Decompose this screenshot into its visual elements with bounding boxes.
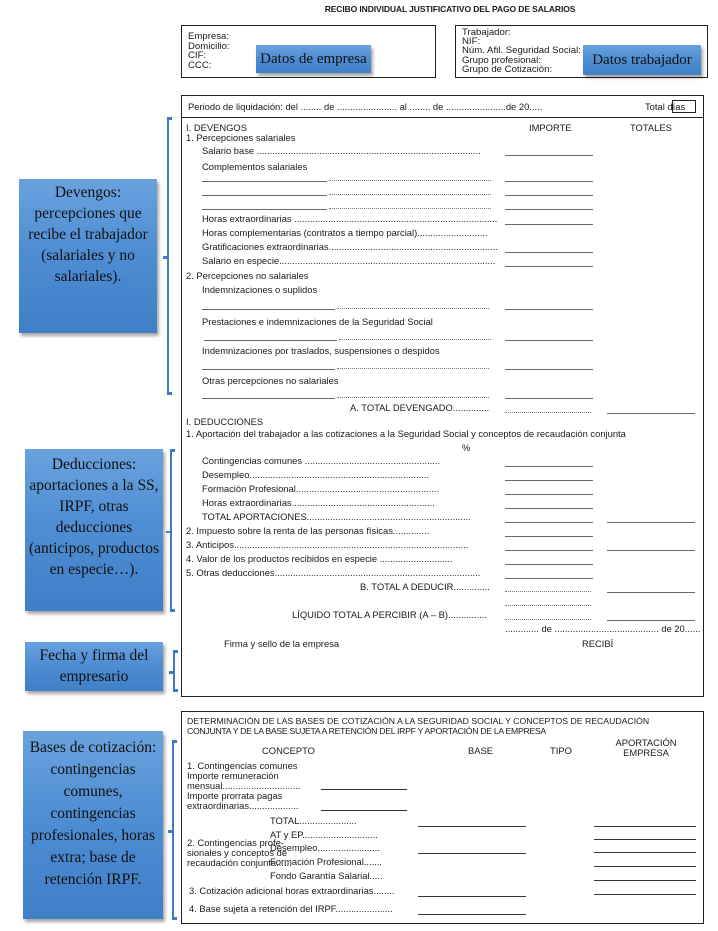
- total-dias-label: Total días: [645, 101, 686, 112]
- deducciones-heading: I. DEDUCCIONES: [186, 416, 264, 427]
- percent-label: %: [462, 442, 471, 453]
- callout-datos-trabajador: Datos trabajador: [583, 45, 701, 75]
- cc-remuneracion-1: Importe remuneración: [187, 770, 279, 781]
- complemento-2-concepto[interactable]: [202, 195, 327, 196]
- bases-box: [181, 711, 704, 924]
- prestaciones-concepto[interactable]: [204, 340, 337, 341]
- irpf-label: 2. Impuesto sobre la renta de las personas físicas..............: [186, 525, 430, 536]
- traslados-importe[interactable]: [505, 369, 593, 370]
- brace-deducciones: [170, 449, 172, 612]
- divider: [182, 117, 703, 118]
- fecha-line: ............. de ........................................ de 20......: [505, 623, 701, 634]
- anticipos-total[interactable]: [607, 550, 695, 551]
- suplidos-concepto[interactable]: [202, 309, 335, 310]
- total-dias-field[interactable]: [672, 100, 696, 113]
- document-title: RECIBO INDIVIDUAL JUSTIFICATIVO DEL PAGO DE SALARIOS: [324, 4, 576, 14]
- contingencias-comunes-label: Contingencias comunes ....................................................: [202, 455, 441, 466]
- bases-heading-1: DETERMINACIÓN DE LAS BASES DE COTIZACIÓN A LA SEGURIDAD SOCIAL Y CONCEPTOS DE RECAUDACIÓN: [187, 716, 650, 726]
- cp-atep-label: AT y EP.............................: [270, 829, 378, 840]
- desempleo-importe[interactable]: [505, 480, 593, 481]
- otras-percepciones-concepto[interactable]: [202, 398, 335, 399]
- devengos-heading: I. DEVENGOS: [186, 122, 247, 133]
- gratificaciones-importe[interactable]: [505, 252, 593, 253]
- otras-deducciones-label: 5. Otras deducciones...............................................................................: [186, 567, 481, 578]
- callout-devengos: Devengos: percepciones que recibe el trabajador (salariales y no salariales).: [19, 179, 157, 333]
- total-deducir-label: B. TOTAL A DEDUCIR..............: [360, 581, 490, 592]
- total-aportaciones-importe[interactable]: [505, 522, 593, 523]
- contingencias-comunes-importe[interactable]: [505, 466, 593, 467]
- cp-atep-aportacion[interactable]: [594, 839, 696, 840]
- horas-complementarias-label: Horas complementarias (contratos a tiempo parcial)...........................: [202, 227, 488, 238]
- anticipos-label: 3. Anticipos..........................................................................................: [186, 539, 469, 550]
- formacion-profesional-label: Formación Profesional.......................................................: [202, 483, 440, 494]
- gratificaciones-label: Gratificaciones extraordinarias.................................................................: [202, 241, 498, 252]
- complemento-1-concepto[interactable]: [202, 181, 327, 182]
- cp-title-1: 2. Contingencias profe-: [187, 837, 284, 848]
- complemento-1-importe[interactable]: [505, 181, 593, 182]
- otras-deducciones-importe[interactable]: [505, 578, 593, 579]
- col-tipo: TIPO: [550, 745, 572, 756]
- cp-fogasa-label: Fondo Garantía Salarial.....: [270, 870, 383, 881]
- complemento-1-dots: [329, 180, 491, 181]
- complemento-2-importe[interactable]: [505, 195, 593, 196]
- cc-total-aportacion[interactable]: [594, 826, 696, 827]
- cc-remuneracion-2: mensual..............................: [187, 780, 301, 791]
- naf-field-label: Núm. Afil. Seguridad Social:: [462, 45, 581, 57]
- complemento-2-dots: [329, 194, 491, 195]
- total-deducir-importe: [505, 591, 591, 592]
- grupo-cotizacion-field-label: Grupo de Cotización:: [462, 63, 553, 75]
- complemento-3-importe[interactable]: [505, 209, 593, 210]
- complemento-3-concepto[interactable]: [202, 209, 327, 210]
- salario-base-label: Salario base ......................................................................................: [202, 145, 481, 156]
- col-base: BASE: [468, 745, 494, 756]
- prestaciones-importe[interactable]: [505, 340, 593, 341]
- horas-extra-base[interactable]: [418, 896, 526, 897]
- recibi-label: RECIBÍ: [582, 638, 614, 649]
- cc-total-label: TOTAL......................: [270, 815, 357, 826]
- bases-heading-2: CONJUNTA Y DE LA BASE SUJETA A RETENCIÓN DEL IRPF Y APORTACIÓN DE LA EMPRESA: [187, 726, 546, 736]
- prestaciones-dots: [339, 339, 491, 340]
- complemento-3-dots: [329, 208, 491, 209]
- brace-firma: [173, 650, 175, 692]
- aportacion-trabajador: 1. Aportación del trabajador a las cotizaciones a la Seguridad Social y conceptos de recaudación conjunta: [186, 428, 626, 439]
- liquido-total[interactable]: [607, 620, 695, 621]
- cp-base[interactable]: [418, 853, 526, 854]
- callout-firma: Fecha y firma del empresario: [25, 642, 163, 691]
- cc-remuneracion-field[interactable]: [321, 789, 407, 790]
- liquido-total-label: LÍQUIDO TOTAL A PERCIBIR (A – B)...............: [292, 609, 488, 620]
- percepciones-salariales: 1. Percepciones salariales: [186, 132, 296, 143]
- suplidos-importe[interactable]: [505, 309, 593, 310]
- desempleo-label: Desempleo.....................................................................: [202, 469, 430, 480]
- total-devengado-total[interactable]: [607, 413, 695, 414]
- cc-prorrata-1: Importe prorrata pagas: [187, 790, 283, 801]
- anticipos-importe[interactable]: [505, 550, 593, 551]
- horas-extra-importe[interactable]: [505, 224, 593, 225]
- irpf-importe[interactable]: [505, 536, 593, 537]
- indemnizaciones-suplidos-label: Indemnizaciones o suplidos: [202, 284, 318, 295]
- productos-especie-label: 4. Valor de los productos recibidos en especie ............................: [186, 553, 453, 564]
- callout-datos-empresa: Datos de empresa: [256, 45, 371, 73]
- total-aportaciones-total[interactable]: [607, 522, 695, 523]
- col-importe: IMPORTE: [529, 122, 572, 133]
- otras-percepciones-dots: [337, 397, 489, 398]
- cp-formacion-aportacion[interactable]: [594, 866, 696, 867]
- horas-extra-aportacion[interactable]: [594, 894, 696, 895]
- cp-title-3: recaudación conjunta......: [187, 857, 292, 868]
- complementos-label: Complementos salariales: [202, 161, 308, 172]
- horas-extra-label: Horas extraordinarias ..............................................................................: [202, 213, 498, 224]
- prestaciones-ss-label: Prestaciones e indemnizaciones de la Seguridad Social: [202, 316, 433, 327]
- nif-field-label: NIF:: [462, 36, 481, 48]
- otras-percepciones-importe[interactable]: [505, 398, 593, 399]
- cc-prorrata-field[interactable]: [321, 810, 407, 811]
- periodo-liquidacion: Periodo de liquidación: del ........ de ....................... al ........ de .......................de 20.....: [188, 101, 543, 112]
- recibo-box: [181, 95, 704, 697]
- total-aportaciones-label: TOTAL APORTACIONES...............................................................: [202, 511, 471, 522]
- cp-fogasa-aportacion[interactable]: [594, 880, 696, 881]
- callout-bases: Bases de cotización: contingencias comunes, contingencias profesionales, horas extra; base de retención IRPF.: [23, 731, 163, 919]
- horas-extra-ded-label: Horas extraordinarias.......................................................: [202, 497, 435, 508]
- salario-base-importe[interactable]: [505, 155, 593, 156]
- indemnizaciones-traslados-label: Indemnizaciones por traslados, suspensiones o despidos: [202, 345, 440, 356]
- total-devengado-importe: [505, 412, 591, 413]
- cif-field-label: CIF:: [188, 50, 207, 62]
- brace-bases: [172, 740, 174, 920]
- callout-deducciones: Deducciones: aportaciones a la SS, IRPF, otras deducciones (anticipos, productos en especie…).: [25, 449, 163, 611]
- brace-devengos: [167, 117, 169, 395]
- ccc-field-label: CCC:: [188, 59, 212, 71]
- base-irpf-label: 4. Base sujeta a retención del IRPF......................: [189, 903, 393, 914]
- total-devengado-label: A. TOTAL DEVENGADO..............: [350, 402, 490, 413]
- horas-extra-cotizacion-label: 3. Cotización adicional horas extraordinarias........: [189, 885, 395, 896]
- col-totales: TOTALES: [630, 122, 672, 133]
- traslados-dots: [337, 368, 489, 369]
- col-aportacion: APORTACIÓN: [615, 737, 677, 748]
- cc-title: 1. Contingencias comunes: [187, 760, 298, 771]
- horas-extra-ded-importe[interactable]: [505, 508, 593, 509]
- formacion-importe[interactable]: [505, 494, 593, 495]
- cc-total-base[interactable]: [418, 826, 526, 827]
- cc-prorrata-2: extraordinarias...................: [187, 800, 299, 811]
- firma-empresa-label: Firma y sello de la empresa: [224, 638, 340, 649]
- domicilio-field-label: Domicilio:: [188, 40, 230, 52]
- cp-desempleo-aportacion[interactable]: [594, 852, 696, 853]
- liquido-importe: [505, 619, 591, 620]
- base-irpf-field[interactable]: [418, 914, 526, 915]
- col-empresa: EMPRESA: [623, 747, 669, 758]
- cp-desempleo-label: Desempleo........................: [270, 842, 380, 853]
- suplidos-dots: [337, 308, 489, 309]
- salario-especie-importe[interactable]: [505, 266, 593, 267]
- total-deducir-total[interactable]: [607, 592, 695, 593]
- percepciones-no-salariales: 2. Percepciones no salariales: [186, 270, 309, 281]
- cp-formacion-label: Formación Profesional.......: [270, 856, 383, 867]
- liquido-dots-1: [505, 605, 591, 606]
- grupo-profesional-field-label: Grupo profesional:: [462, 54, 541, 66]
- salario-especie-label: Salario en especie...................................................................................: [202, 255, 496, 266]
- productos-especie-importe[interactable]: [505, 564, 593, 565]
- traslados-concepto[interactable]: [202, 369, 335, 370]
- empresa-field-label: Empresa:: [188, 31, 230, 42]
- trabajador-field-label: Trabajador:: [462, 27, 511, 38]
- col-concepto: CONCEPTO: [262, 745, 315, 756]
- otras-percepciones-label: Otras percepciones no salariales: [202, 375, 339, 386]
- cp-title-2: sionales y conceptos de: [187, 847, 288, 858]
